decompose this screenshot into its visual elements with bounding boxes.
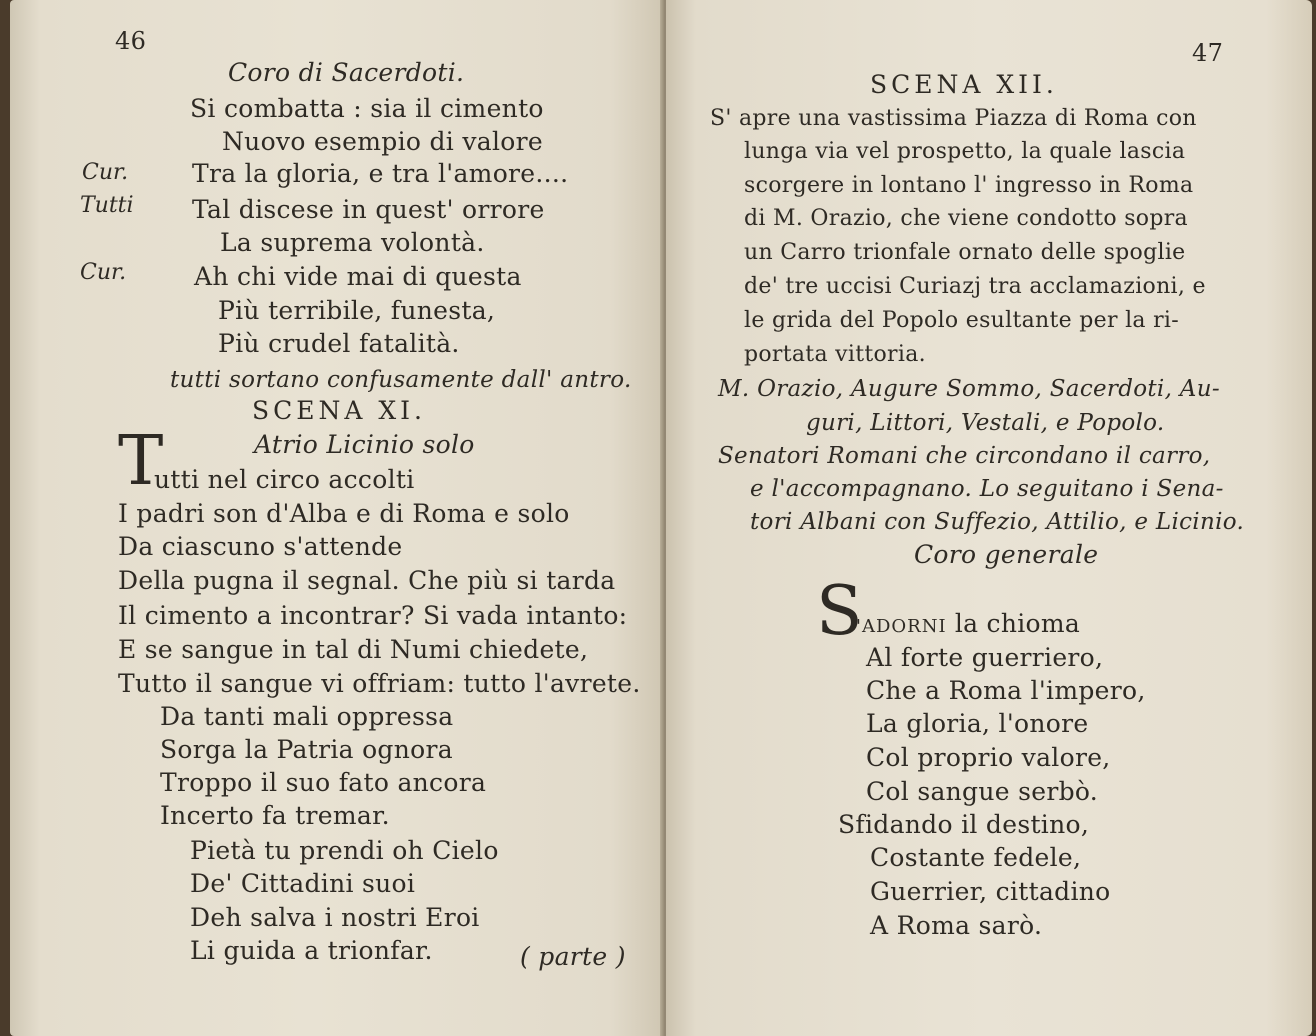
verse-line: Si combatta : sia il cimento <box>190 94 544 123</box>
page-number: 46 <box>115 27 147 55</box>
description-line: de' tre uccisi Curiazj tra acclamazioni, e <box>744 274 1206 299</box>
aria-line: Deh salva i nostri Eroi <box>190 903 480 932</box>
recitative-line: Il cimento a incontrar? Si vada intanto: <box>118 601 628 630</box>
chorus-line: Che a Roma l'impero, <box>866 676 1146 705</box>
stage-direction: tutti sortano confusamente dall' antro. <box>170 367 632 393</box>
verse-line: Più crudel fatalità. <box>218 329 460 358</box>
chorus-line: Col sangue serbò. <box>866 777 1099 806</box>
left-page <box>10 0 664 1036</box>
description-line: portata vittoria. <box>744 342 926 367</box>
aria-line: Troppo il suo fato ancora <box>160 768 487 797</box>
description-line: S' apre una vastissima Piazza di Roma con <box>710 106 1197 131</box>
description-line: lunga via vel prospetto, la quale lascia <box>744 139 1186 164</box>
chorus-line: Col proprio valore, <box>866 743 1111 772</box>
aria-line: Incerto fa tremar. <box>160 801 390 830</box>
speaker-label: Cur. <box>80 260 127 285</box>
description-line: le grida del Popolo esultante per la ri- <box>744 308 1180 333</box>
page-number: 47 <box>1192 39 1224 67</box>
first-word: 'ADORNI <box>856 616 947 637</box>
description-line: un Carro trionfale ornato delle spoglie <box>744 240 1186 265</box>
aria-line: Sorga la Patria ognora <box>160 735 453 764</box>
chorus-line: Al forte guerriero, <box>866 643 1104 672</box>
speaker-label: Tutti <box>80 193 134 218</box>
recitative-line: E se sangue in tal di Numi chiedete, <box>118 635 589 664</box>
recitative-line: utti nel circo accolti <box>154 465 415 494</box>
scene-subtitle: Atrio Licinio solo <box>254 430 475 459</box>
aria-line: Li guida a trionfar. <box>190 936 433 965</box>
scene-title: SCENA XI. <box>252 396 427 425</box>
chorus-line: Sfidando il destino, <box>838 810 1090 839</box>
characters-line: guri, Littori, Vestali, e Popolo. <box>806 410 1165 436</box>
first-line-rest: la chioma <box>954 609 1081 638</box>
chorus-heading: Coro generale <box>914 540 1099 569</box>
verse-line: Tal discese in quest' orrore <box>192 195 545 224</box>
characters-line: M. Orazio, Augure Sommo, Sacerdoti, Au- <box>718 376 1220 402</box>
exit-note: ( parte ) <box>520 942 626 971</box>
drop-cap: S <box>816 572 863 651</box>
description-line: di M. Orazio, che viene condotto sopra <box>744 206 1188 231</box>
chorus-line: A Roma sarò. <box>870 911 1043 940</box>
aria-line: De' Cittadini suoi <box>190 869 416 898</box>
aria-line: Pietà tu prendi oh Cielo <box>190 836 499 865</box>
verse-line: Nuovo esempio di valore <box>222 127 543 156</box>
characters-line: tori Albani con Suffezio, Attilio, e Licinio. <box>750 509 1245 535</box>
scene-title: SCENA XII. <box>870 70 1058 99</box>
description-line: scorgere in lontano l' ingresso in Roma <box>744 173 1194 198</box>
recitative-line: Tutto il sangue vi offriam: tutto l'avrete. <box>118 669 641 698</box>
chorus-line: Costante fedele, <box>870 843 1082 872</box>
characters-line: Senatori Romani che circondano il carro, <box>718 443 1211 469</box>
chorus-line: La gloria, l'onore <box>866 709 1089 738</box>
right-page <box>666 0 1312 1036</box>
first-verse-line <box>856 609 1080 642</box>
drop-cap: T <box>118 422 164 501</box>
verse-line: Tra la gloria, e tra l'amore.... <box>192 159 569 188</box>
aria-line: Da tanti mali oppressa <box>160 702 454 731</box>
chorus-line: Guerrier, cittadino <box>870 877 1111 906</box>
speaker-label: Cur. <box>82 160 129 185</box>
recitative-line: Da ciascuno s'attende <box>118 532 403 561</box>
verse-line: Ah chi vide mai di questa <box>194 262 522 291</box>
chorus-heading: Coro di Sacerdoti. <box>228 58 465 87</box>
verse-line: Più terribile, funesta, <box>218 296 496 325</box>
characters-line: e l'accompagnano. Lo seguitano i Sena- <box>750 476 1224 502</box>
recitative-line: Della pugna il segnal. Che più si tarda <box>118 566 616 595</box>
verse-line: La suprema volontà. <box>220 228 485 257</box>
recitative-line: I padri son d'Alba e di Roma e solo <box>118 499 570 528</box>
